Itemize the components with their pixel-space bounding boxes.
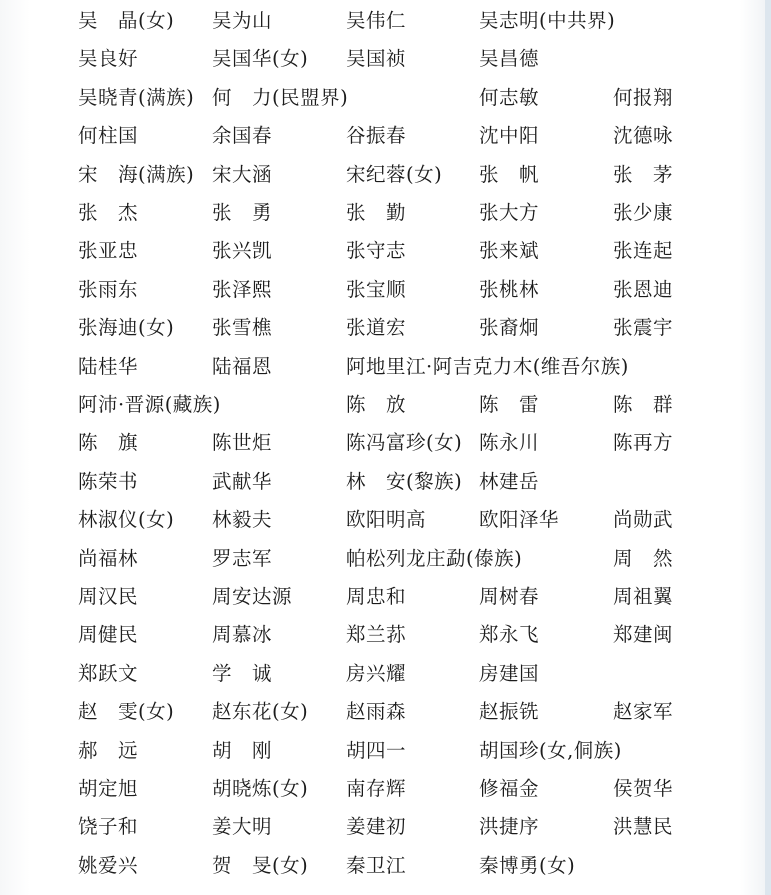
- name-entry: 欧阳明高: [346, 508, 427, 532]
- name-entry: 周慕冰: [212, 623, 273, 647]
- name-entry: 罗志军: [212, 546, 273, 570]
- name-row: [0, 770, 771, 808]
- name-entry: 张少康: [613, 201, 674, 224]
- name-entry: 胡晓炼(女): [212, 777, 309, 800]
- name-row: [0, 40, 771, 78]
- name-entry: 房兴耀: [346, 661, 407, 685]
- name-row: [0, 732, 771, 770]
- name-entry: 吴良好: [78, 47, 139, 71]
- name-entry: 秦卫江: [346, 853, 407, 877]
- name-entry: 欧阳泽华: [479, 508, 560, 532]
- name-entry: 帕松列龙庄勐(傣族): [346, 546, 523, 570]
- name-row: [0, 616, 771, 654]
- name-row: [0, 847, 771, 885]
- name-entry: 张 茅: [613, 162, 674, 186]
- name-entry: 张守志: [346, 239, 407, 263]
- name-row: [0, 194, 771, 232]
- name-entry: 何志敏: [479, 85, 540, 109]
- name-row: [0, 386, 771, 424]
- name-entry: 张雨东: [78, 277, 139, 301]
- name-entry: 张大方: [479, 201, 540, 224]
- name-entry: 周祖翼: [613, 585, 674, 608]
- name-entry: 吴昌德: [479, 47, 540, 71]
- name-entry: 南存辉: [346, 777, 407, 800]
- name-entry: 吴国祯: [346, 47, 407, 71]
- name-entry: 吴晓青(满族): [78, 85, 195, 109]
- name-entry: 郑永飞: [479, 623, 540, 647]
- name-entry: 张 勤: [346, 201, 407, 224]
- name-row: [0, 808, 771, 846]
- name-row: [0, 271, 771, 309]
- name-row: [0, 693, 771, 731]
- name-entry: 阿沛·晋源(藏族): [78, 393, 221, 416]
- name-entry: 吴为山: [212, 9, 273, 32]
- name-entry: 林建岳: [479, 469, 540, 493]
- name-entry: 张道宏: [346, 316, 407, 340]
- name-entry: 吴志明(中共界): [479, 9, 616, 32]
- name-entry: 武献华: [212, 469, 273, 493]
- name-entry: 陈冯富珍(女): [346, 431, 463, 455]
- name-row: [0, 232, 771, 270]
- name-entry: 陈永川: [479, 431, 540, 455]
- name-entry: 张 勇: [212, 201, 273, 224]
- name-entry: 陈 雷: [479, 393, 540, 416]
- name-entry: 周汉民: [78, 585, 139, 608]
- name-entry: 周 然: [613, 546, 674, 570]
- name-entry: 张 杰: [78, 201, 139, 224]
- name-entry: 郑建闽: [613, 623, 674, 647]
- name-entry: 沈德咏: [613, 124, 674, 148]
- name-entry: 吴 晶(女): [78, 9, 175, 32]
- name-entry: 张泽熙: [212, 277, 273, 301]
- name-row: [0, 501, 771, 539]
- name-entry: 姜建初: [346, 815, 407, 839]
- name-entry: 赵东花(女): [212, 700, 309, 724]
- name-entry: 周健民: [78, 623, 139, 647]
- name-entry: 陆福恩: [212, 354, 273, 378]
- name-entry: 张恩迪: [613, 277, 674, 301]
- name-entry: 张震宇: [613, 316, 674, 340]
- name-entry: 阿地里江·阿吉克力木(维吾尔族): [346, 354, 629, 378]
- name-entry: 吴伟仁: [346, 9, 407, 32]
- name-entry: 张来斌: [479, 239, 540, 263]
- name-entry: 张桃林: [479, 277, 540, 301]
- name-row: [0, 578, 771, 616]
- name-entry: 林毅夫: [212, 508, 273, 532]
- name-entry: 洪捷序: [479, 815, 540, 839]
- name-entry: 张连起: [613, 239, 674, 263]
- name-entry: 何 力(民盟界): [212, 85, 349, 109]
- name-entry: 秦博勇(女): [479, 853, 576, 877]
- name-entry: 周忠和: [346, 585, 407, 608]
- name-row: [0, 348, 771, 386]
- name-entry: 周树春: [479, 585, 540, 608]
- name-entry: 胡国珍(女,侗族): [479, 738, 622, 762]
- name-entry: 贺 旻(女): [212, 853, 309, 877]
- name-entry: 赵雨森: [346, 700, 407, 724]
- name-entry: 陈荣书: [78, 469, 139, 493]
- name-entry: 修福金: [479, 777, 540, 800]
- name-entry: 尚福林: [78, 546, 139, 570]
- name-row: [0, 424, 771, 462]
- name-entry: 陈世炬: [212, 431, 273, 455]
- name-entry: 陈 旗: [78, 431, 139, 455]
- name-row: [0, 2, 771, 40]
- name-row: [0, 309, 771, 347]
- name-row: [0, 463, 771, 501]
- name-entry: 房建国: [479, 661, 540, 685]
- name-row: [0, 540, 771, 578]
- name-entry: 张 帆: [479, 162, 540, 186]
- name-entry: 宋 海(满族): [78, 162, 195, 186]
- name-entry: 宋纪蓉(女): [346, 162, 443, 186]
- name-entry: 赵 雯(女): [78, 700, 175, 724]
- name-entry: 张宝顺: [346, 277, 407, 301]
- name-entry: 余国春: [212, 124, 273, 148]
- name-entry: 学 诚: [212, 661, 273, 685]
- name-entry: 胡 刚: [212, 738, 273, 762]
- name-entry: 赵家军: [613, 700, 674, 724]
- name-entry: 陈 放: [346, 393, 407, 416]
- name-entry: 何报翔: [613, 85, 674, 109]
- name-entry: 张裔炯: [479, 316, 540, 340]
- name-entry: 谷振春: [346, 124, 407, 148]
- name-row: [0, 79, 771, 117]
- name-entry: 洪慧民: [613, 815, 674, 839]
- name-entry: 张兴凯: [212, 239, 273, 263]
- name-row: [0, 156, 771, 194]
- name-entry: 沈中阳: [479, 124, 540, 148]
- name-entry: 胡四一: [346, 738, 407, 762]
- name-entry: 尚勋武: [613, 508, 674, 532]
- name-row: [0, 655, 771, 693]
- page-edge: [765, 0, 771, 895]
- name-row: [0, 117, 771, 155]
- name-entry: 陈 群: [613, 393, 674, 416]
- name-entry: 姚爱兴: [78, 853, 139, 877]
- name-entry: 郑跃文: [78, 661, 139, 685]
- name-entry: 饶子和: [78, 815, 139, 839]
- name-entry: 何柱国: [78, 124, 139, 148]
- name-entry: 侯贺华: [613, 777, 674, 800]
- name-entry: 宋大涵: [212, 162, 273, 186]
- name-entry: 胡定旭: [78, 777, 139, 800]
- name-entry: 吴国华(女): [212, 47, 309, 71]
- name-entry: 陆桂华: [78, 354, 139, 378]
- name-entry: 姜大明: [212, 815, 273, 839]
- name-entry: 陈再方: [613, 431, 674, 455]
- name-entry: 郝 远: [78, 738, 139, 762]
- name-entry: 周安达源: [212, 585, 293, 608]
- name-entry: 张海迪(女): [78, 316, 175, 340]
- name-entry: 林 安(黎族): [346, 469, 463, 493]
- name-entry: 张雪樵: [212, 316, 273, 340]
- name-entry: 张亚忠: [78, 239, 139, 263]
- name-entry: 林淑仪(女): [78, 508, 175, 532]
- name-entry: 郑兰荪: [346, 623, 407, 647]
- name-entry: 赵振铣: [479, 700, 540, 724]
